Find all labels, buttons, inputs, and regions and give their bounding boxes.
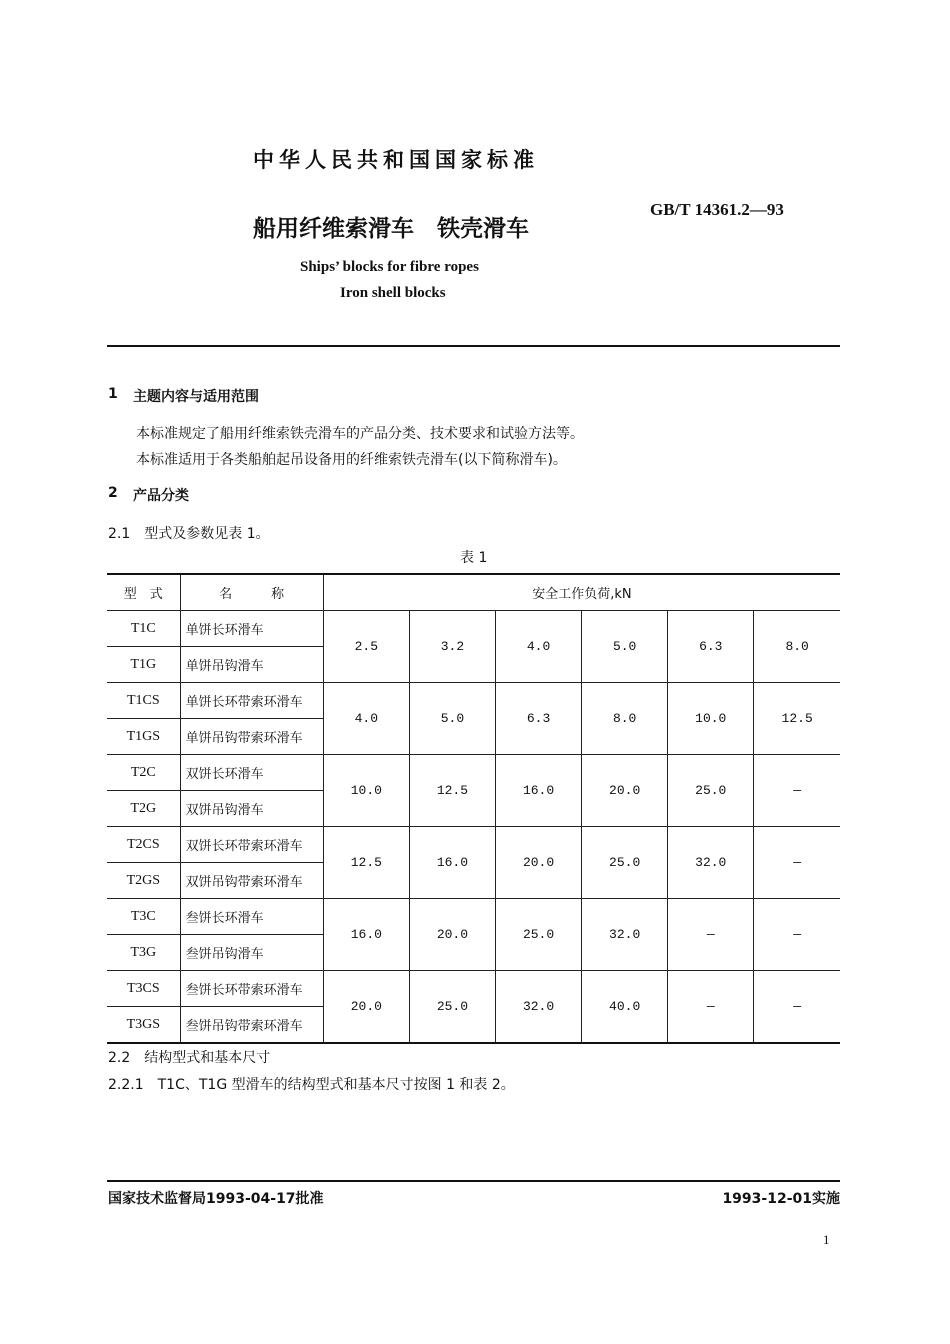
footer-divider	[107, 1180, 840, 1182]
standard-number: GB/T 14361.2—93	[650, 200, 784, 219]
table-row	[107, 755, 840, 791]
load-value: 32.0	[582, 899, 668, 971]
section-1-title: 主题内容与适用范围	[133, 389, 259, 405]
load-value: 20.0	[323, 971, 409, 1044]
type-code: T3C	[107, 899, 180, 935]
load-value: 8.0	[754, 611, 840, 683]
section-2-2-1: 2.2.1 T1C、T1G 型滑车的结构型式和基本尺寸按图 1 和表 2。	[108, 1077, 515, 1093]
load-value: 25.0	[582, 827, 668, 899]
national-standard-heading: 中华人民共和国国家标准	[253, 148, 539, 172]
block-name: 叁饼吊钩带索环滑车	[180, 1007, 323, 1044]
load-value: —	[754, 755, 840, 827]
type-code: T3G	[107, 935, 180, 971]
load-value: 10.0	[668, 683, 754, 755]
load-value: —	[668, 971, 754, 1044]
section-1-paragraph: 本标准适用于各类船舶起吊设备用的纤维索铁壳滑车(以下简称滑车)。	[136, 452, 567, 468]
load-value: 3.2	[409, 611, 495, 683]
load-value: 5.0	[409, 683, 495, 755]
type-code: T1C	[107, 611, 180, 647]
block-name: 双饼长环滑车	[180, 755, 323, 791]
load-value: 40.0	[582, 971, 668, 1044]
load-value: 16.0	[409, 827, 495, 899]
load-value: 16.0	[323, 899, 409, 971]
block-name: 叁饼长环滑车	[180, 899, 323, 935]
title-en-1: Ships’ blocks for fibre ropes	[300, 259, 479, 275]
title-en-2: Iron shell blocks	[340, 285, 446, 301]
type-code: T2GS	[107, 863, 180, 899]
block-name: 单饼吊钩滑车	[180, 647, 323, 683]
load-value: 25.0	[409, 971, 495, 1044]
section-2-title: 产品分类	[133, 488, 189, 504]
type-code: T2C	[107, 755, 180, 791]
header-load: 安全工作负荷,kN	[323, 574, 840, 611]
load-value: 12.5	[409, 755, 495, 827]
load-value: 10.0	[323, 755, 409, 827]
title-cn: 船用纤维索滑车 铁壳滑车	[253, 216, 529, 242]
load-value: 32.0	[668, 827, 754, 899]
load-value: 12.5	[323, 827, 409, 899]
load-value: —	[668, 899, 754, 971]
block-name: 单饼吊钩带索环滑车	[180, 719, 323, 755]
type-code: T2G	[107, 791, 180, 827]
type-code: T1GS	[107, 719, 180, 755]
block-name: 双饼吊钩滑车	[180, 791, 323, 827]
load-value: 6.3	[496, 683, 582, 755]
table-caption: 表 1	[460, 550, 488, 566]
table-row	[107, 611, 840, 647]
block-name: 叁饼长环带索环滑车	[180, 971, 323, 1007]
load-value: 6.3	[668, 611, 754, 683]
section-1-paragraph: 本标准规定了船用纤维索铁壳滑车的产品分类、技术要求和试验方法等。	[136, 426, 584, 442]
load-value: 20.0	[409, 899, 495, 971]
load-value: 16.0	[496, 755, 582, 827]
approval-text: 国家技术监督局1993-04-17批准	[108, 1191, 324, 1207]
header-type: 型 式	[107, 574, 180, 611]
implementation-text: 1993-12-01实施	[722, 1191, 840, 1207]
block-name: 双饼长环带索环滑车	[180, 827, 323, 863]
section-2-1: 2.1 型式及参数见表 1。	[108, 526, 270, 542]
table-row	[107, 827, 840, 863]
type-code: T3CS	[107, 971, 180, 1007]
block-name: 单饼长环滑车	[180, 611, 323, 647]
type-code: T1CS	[107, 683, 180, 719]
load-value: 12.5	[754, 683, 840, 755]
type-code: T2CS	[107, 827, 180, 863]
load-value: —	[754, 827, 840, 899]
load-value: —	[754, 971, 840, 1044]
load-value: 2.5	[323, 611, 409, 683]
load-value: 8.0	[582, 683, 668, 755]
page-number: 1	[823, 1232, 830, 1247]
load-value: 4.0	[496, 611, 582, 683]
load-value: 5.0	[582, 611, 668, 683]
table-row	[107, 683, 840, 719]
load-value: 32.0	[496, 971, 582, 1044]
load-value: 20.0	[496, 827, 582, 899]
block-name: 单饼长环带索环滑车	[180, 683, 323, 719]
load-value: 4.0	[323, 683, 409, 755]
header-name: 名 称	[180, 574, 323, 611]
parameters-table	[107, 573, 840, 1044]
table-row	[107, 899, 840, 935]
load-value: —	[754, 899, 840, 971]
load-value: 25.0	[496, 899, 582, 971]
load-value: 20.0	[582, 755, 668, 827]
header-divider	[107, 345, 840, 347]
block-name: 双饼吊钩带索环滑车	[180, 863, 323, 899]
type-code: T1G	[107, 647, 180, 683]
load-value: 25.0	[668, 755, 754, 827]
block-name: 叁饼吊钩滑车	[180, 935, 323, 971]
table-row	[107, 971, 840, 1007]
section-2-2: 2.2 结构型式和基本尺寸	[108, 1050, 271, 1066]
section-1-number: 1	[108, 386, 118, 402]
type-code: T3GS	[107, 1007, 180, 1044]
section-2-number: 2	[108, 485, 118, 501]
table-header-row	[107, 574, 840, 611]
